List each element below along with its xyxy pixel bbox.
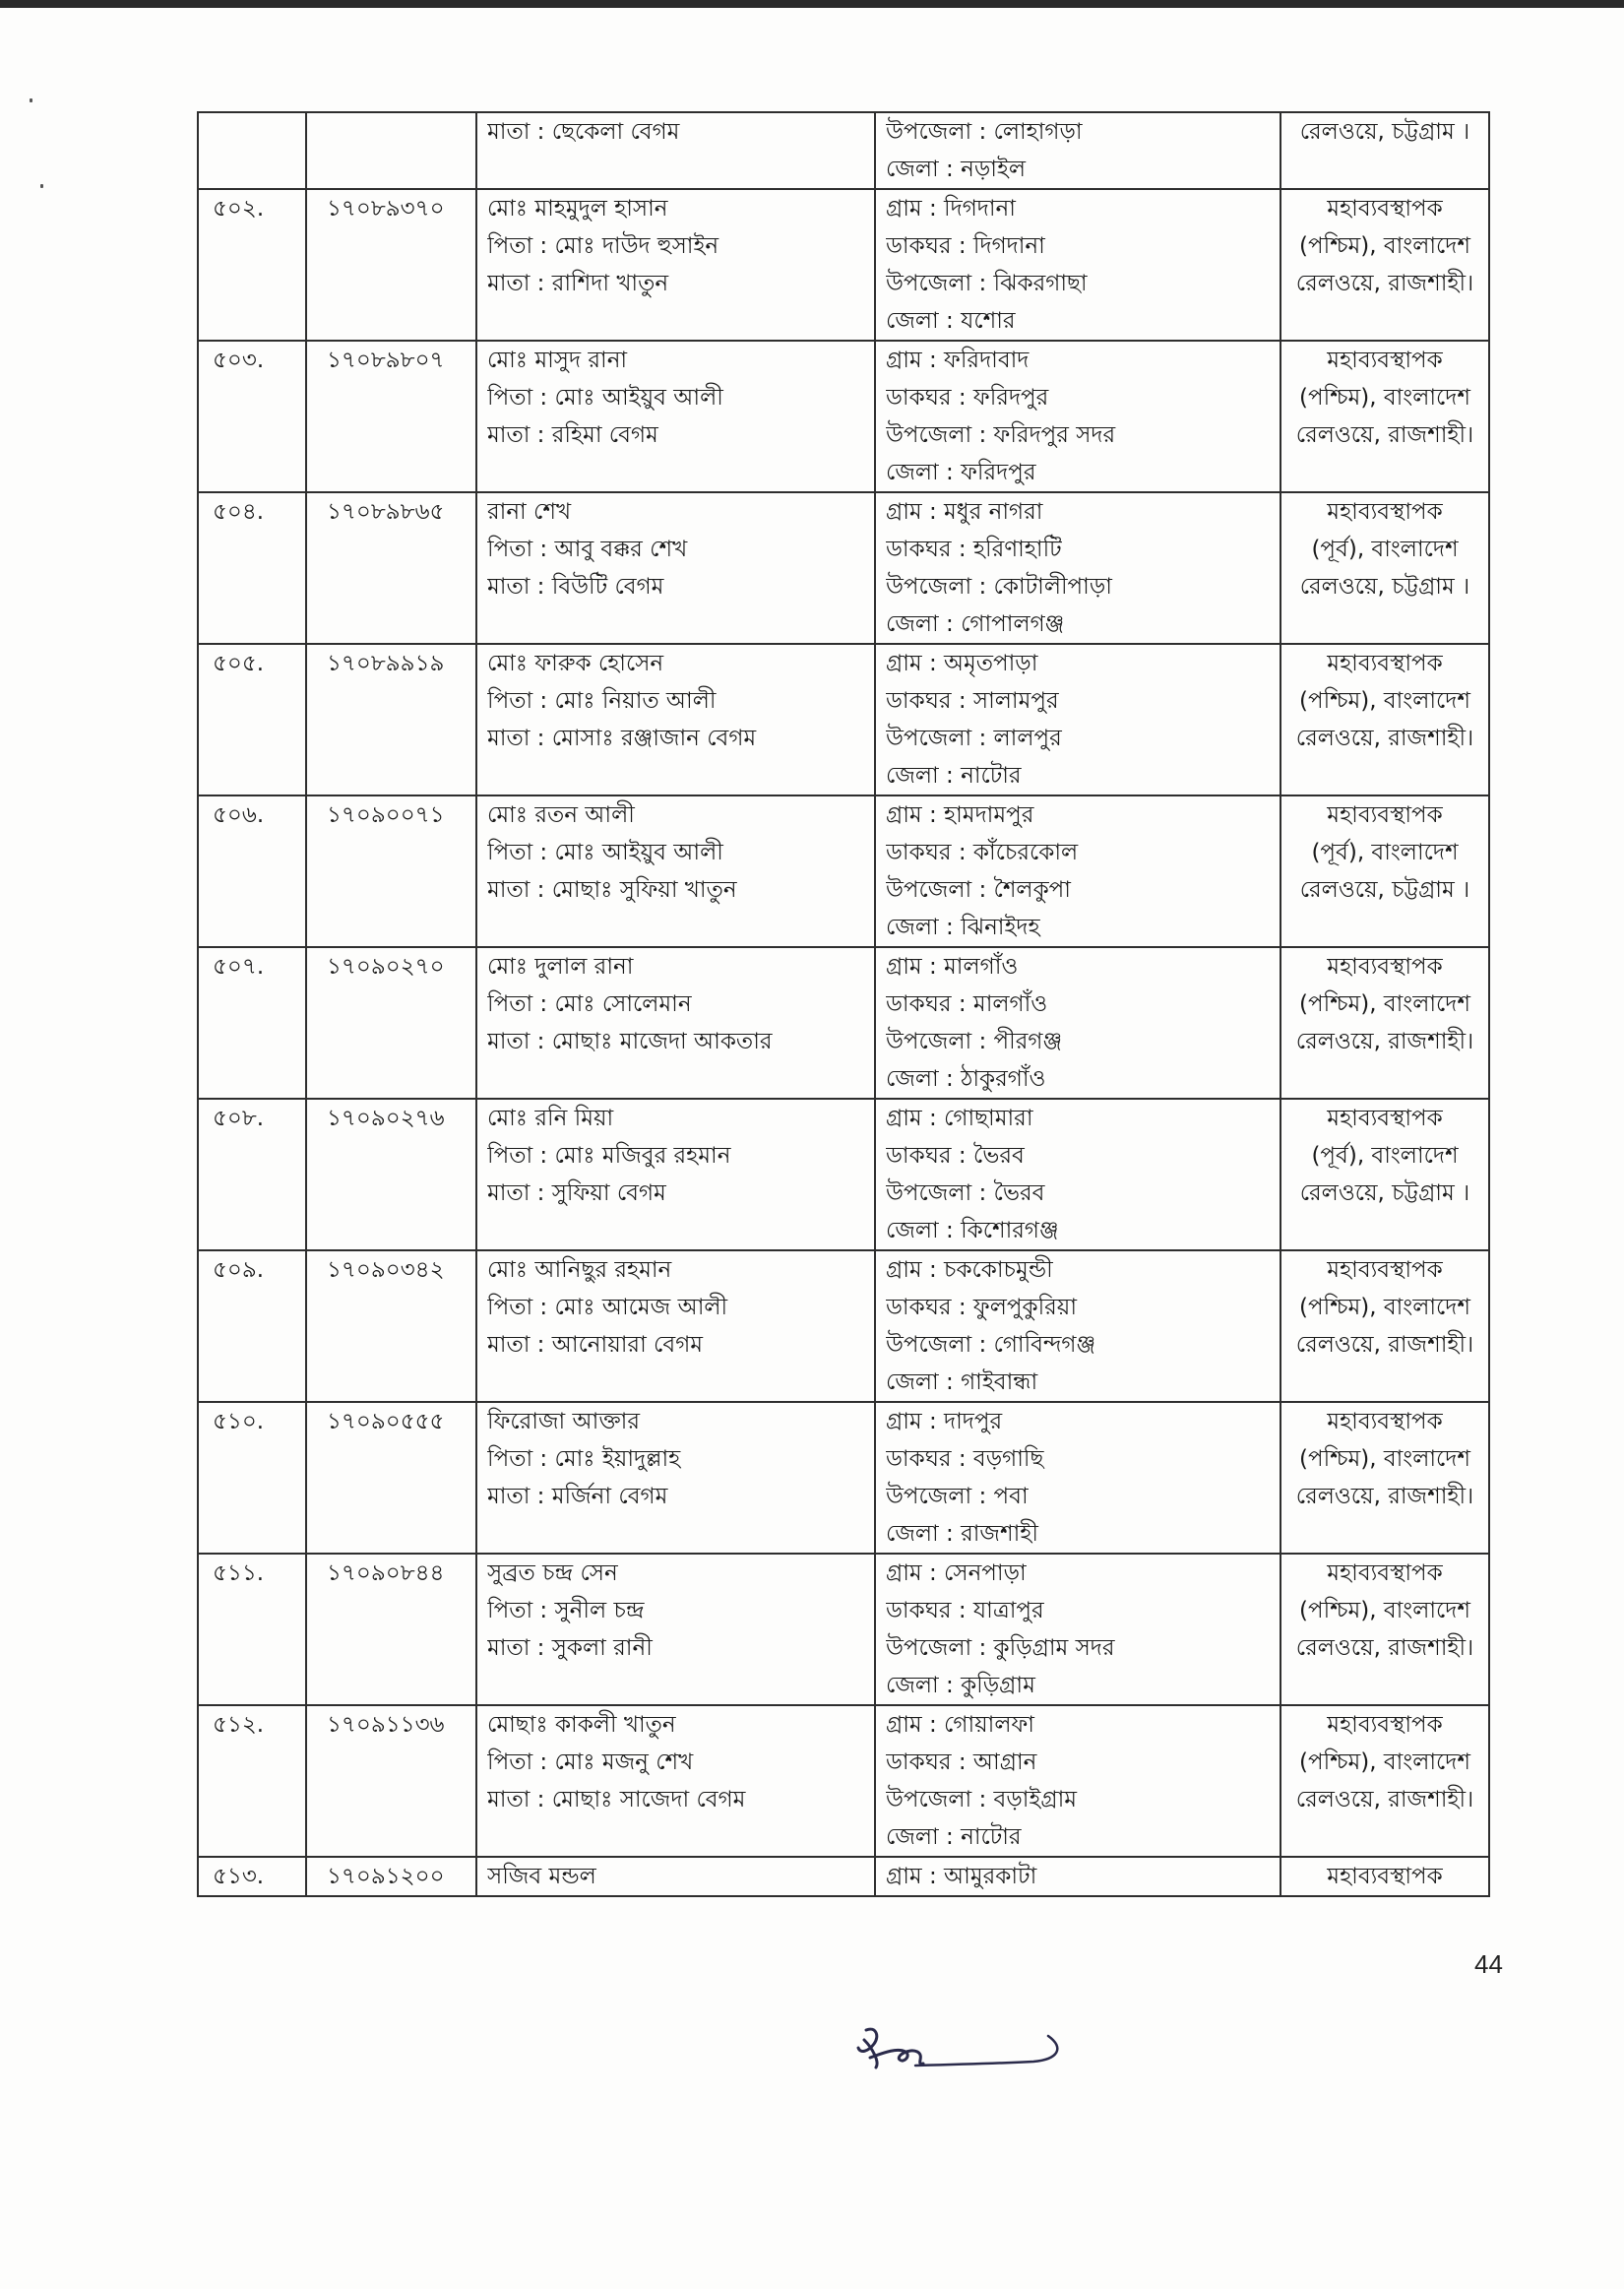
name-line: মোঃ মাহমুদুল হাসান [487, 196, 668, 222]
office-line: মহাব্যবস্থাপক [1327, 499, 1443, 525]
roll-number: ১৭০৯০৫৫৫ [327, 1409, 445, 1434]
address-cell [875, 1857, 1280, 1896]
address-line: জেলা : কিশোরগঞ্জ [886, 1218, 1059, 1243]
office-cell [1280, 1554, 1489, 1705]
office-cell [1280, 112, 1489, 189]
name-line: মাতা : আনোয়ারা বেগম [487, 1332, 704, 1358]
name-line: মাতা : মোসাঃ রঞ্জাজান বেগম [487, 726, 757, 751]
address-cell [875, 492, 1280, 644]
serial-number [213, 113, 299, 151]
office-cell [1280, 189, 1489, 341]
name-line: মাতা : মোছাঃ মাজেদা আকতার [487, 1029, 773, 1054]
address-line: জেলা : ঠাকুরগাঁও [886, 1066, 1046, 1092]
name-line: মাতা : সুফিয়া বেগম [487, 1180, 666, 1206]
office-line: রেলওয়ে, চট্টগ্রাম । [1299, 574, 1470, 600]
serial-cell [198, 644, 306, 795]
address-line: জেলা : যশোর [886, 308, 1016, 334]
office-line: (পূর্ব), বাংলাদেশ [1311, 840, 1459, 865]
name-cell [476, 189, 875, 341]
office-line: মহাব্যবস্থাপক [1327, 1409, 1443, 1434]
serial-cell [198, 1705, 306, 1857]
name-line: পিতা : মোঃ মজনু শেখ [487, 1749, 694, 1775]
address-cell [875, 1705, 1280, 1857]
serial-cell [198, 492, 306, 644]
serial-number: ৫০৩. [213, 348, 265, 373]
address-line: ডাকঘর : বড়গাছি [886, 1446, 1044, 1472]
serial-number: ৫০৪. [213, 499, 265, 525]
address-cell [875, 947, 1280, 1099]
roll-number [327, 113, 469, 151]
name-line: পিতা : মোঃ নিয়াত আলী [487, 688, 717, 714]
office-line: রেলওয়ে, রাজশাহী। [1295, 726, 1474, 751]
table-row [198, 1402, 1489, 1554]
table-row [198, 112, 1489, 189]
office-line: মহাব্যবস্থাপক [1327, 1257, 1443, 1283]
office-line: (পশ্চিম), বাংলাদেশ [1299, 1749, 1470, 1775]
name-line: মাতা : মোছাঃ সাজেদা বেগম [487, 1787, 746, 1812]
table-row [198, 189, 1489, 341]
name-line: পিতা : মোঃ ইয়াদুল্লাহ [487, 1446, 681, 1472]
roll-cell [306, 1857, 476, 1896]
address-line: উপজেলা : ভৈরব [886, 1180, 1045, 1206]
address-line: গ্রাম : দাদপুর [886, 1409, 1003, 1434]
serial-cell [198, 1099, 306, 1250]
name-cell [476, 112, 875, 189]
name-cell [476, 492, 875, 644]
address-line: ডাকঘর : কাঁচেরকোল [886, 840, 1079, 865]
name-line: মোছাঃ কাকলী খাতুন [487, 1712, 676, 1738]
top-border-rule [0, 0, 1624, 8]
serial-cell [198, 1554, 306, 1705]
address-line: ডাকঘর : সালামপুর [886, 688, 1059, 714]
serial-number: ৫০৮. [213, 1106, 265, 1131]
office-line: রেলওয়ে, রাজশাহী। [1295, 1484, 1474, 1509]
address-line: জেলা : রাজশাহী [886, 1521, 1038, 1547]
table-row [198, 1857, 1489, 1896]
office-cell [1280, 1099, 1489, 1250]
serial-cell [198, 1857, 306, 1896]
name-line: মাতা : রাশিদা খাতুন [487, 271, 669, 296]
address-line: উপজেলা : বড়াইগ্রাম [886, 1787, 1078, 1812]
office-line: মহাব্যবস্থাপক [1327, 196, 1443, 222]
address-line: উপজেলা : কোটালীপাড়া [886, 574, 1112, 600]
address-cell [875, 1554, 1280, 1705]
serial-cell [198, 947, 306, 1099]
name-cell [476, 341, 875, 492]
address-line: ডাকঘর : ফুলপুকুরিয়া [886, 1295, 1078, 1320]
roll-cell [306, 1099, 476, 1250]
address-line: ডাকঘর : আগ্রান [886, 1749, 1037, 1775]
address-line: উপজেলা : লোহাগড়া [886, 119, 1083, 145]
serial-cell [198, 112, 306, 189]
address-line: ডাকঘর : দিগদানা [886, 233, 1045, 259]
table-row [198, 341, 1489, 492]
office-line: মহাব্যবস্থাপক [1327, 954, 1443, 980]
name-line: মাতা : ছেকেলা বেগম [487, 119, 680, 145]
roll-number: ১৭০৯১১৩৬ [327, 1712, 445, 1738]
address-line: গ্রাম : চককোচমুন্ডী [886, 1257, 1053, 1283]
office-line: মহাব্যবস্থাপক [1327, 1106, 1443, 1131]
office-cell [1280, 1250, 1489, 1402]
name-cell [476, 947, 875, 1099]
serial-number: ৫১২. [213, 1712, 265, 1738]
address-line: ডাকঘর : হরিণাহাটি [886, 537, 1062, 562]
serial-cell [198, 189, 306, 341]
address-line: উপজেলা : লালপুর [886, 726, 1062, 751]
address-line: গ্রাম : গোছামারা [886, 1106, 1033, 1131]
address-line: ডাকঘর : ভৈরব [886, 1143, 1025, 1169]
roll-cell [306, 644, 476, 795]
name-line: পিতা : মোঃ মজিবুর রহমান [487, 1143, 731, 1169]
name-line: মোঃ মাসুদ রানা [487, 348, 628, 373]
name-line: মাতা : মর্জিনা বেগম [487, 1484, 668, 1509]
name-cell [476, 1705, 875, 1857]
roll-cell [306, 341, 476, 492]
address-line: জেলা : গোপালগঞ্জ [886, 611, 1065, 637]
roll-number: ১৭০৯১২০০ [327, 1864, 445, 1889]
office-line: রেলওয়ে, চট্টগ্রাম । [1299, 877, 1470, 903]
page-number: 44 [1474, 1949, 1503, 1979]
name-cell [476, 644, 875, 795]
address-cell [875, 341, 1280, 492]
address-line: গ্রাম : হামদামপুর [886, 802, 1034, 828]
address-line: ডাকঘর : ফরিদপুর [886, 385, 1049, 411]
serial-number: ৫১১. [213, 1560, 265, 1586]
address-line: গ্রাম : ফরিদাবাদ [886, 348, 1030, 373]
address-line: উপজেলা : ঝিকরগাছা [886, 271, 1088, 296]
office-line: মহাব্যবস্থাপক [1327, 651, 1443, 676]
roll-cell [306, 795, 476, 947]
office-line: রেলওয়ে, চট্টগ্রাম । [1299, 1180, 1470, 1206]
serial-cell [198, 341, 306, 492]
office-line: রেলওয়ে, রাজশাহী। [1295, 1635, 1474, 1661]
name-line: রানা শেখ [487, 499, 572, 525]
address-line: জেলা : নাটোর [886, 763, 1022, 789]
name-line: সজিব মন্ডল [487, 1864, 596, 1889]
roll-cell [306, 112, 476, 189]
address-cell [875, 644, 1280, 795]
office-line: রেলওয়ে, রাজশাহী। [1295, 1332, 1474, 1358]
table-row [198, 947, 1489, 1099]
name-cell [476, 1099, 875, 1250]
table-row [198, 795, 1489, 947]
office-line: (পশ্চিম), বাংলাদেশ [1299, 688, 1470, 714]
address-line: জেলা : কুড়িগ্রাম [886, 1673, 1035, 1698]
office-line: (পূর্ব), বাংলাদেশ [1311, 537, 1459, 562]
name-line: সুব্রত চন্দ্র সেন [487, 1560, 618, 1586]
name-line: পিতা : সুনীল চন্দ্র [487, 1598, 645, 1623]
office-cell [1280, 1857, 1489, 1896]
office-cell [1280, 1705, 1489, 1857]
name-line: মোঃ রতন আলী [487, 802, 635, 828]
office-line: মহাব্যবস্থাপক [1327, 802, 1443, 828]
name-line: পিতা : মোঃ আইয়ুব আলী [487, 385, 723, 411]
address-cell [875, 795, 1280, 947]
serial-number: ৫০৫. [213, 651, 265, 676]
address-line: উপজেলা : কুড়িগ্রাম সদর [886, 1635, 1115, 1661]
office-line: রেলওয়ে, রাজশাহী। [1295, 1787, 1474, 1812]
address-line: ডাকঘর : মালগাঁও [886, 991, 1048, 1017]
office-line: মহাব্যবস্থাপক [1327, 1864, 1443, 1889]
address-line: গ্রাম : মধুর নাগরা [886, 499, 1043, 525]
roll-cell [306, 947, 476, 1099]
roll-number: ১৭০৮৯৮৬৫ [327, 499, 445, 525]
scan-speck [30, 98, 32, 102]
name-line: পিতা : মোঃ দাউদ হুসাইন [487, 233, 719, 259]
name-cell [476, 795, 875, 947]
roll-cell [306, 1250, 476, 1402]
table-row [198, 1099, 1489, 1250]
name-line: মাতা : রহিমা বেগম [487, 422, 658, 448]
address-cell [875, 1250, 1280, 1402]
office-line: রেলওয়ে, রাজশাহী। [1295, 422, 1474, 448]
name-line: পিতা : আবু বক্কর শেখ [487, 537, 688, 562]
name-line: মাতা : মোছাঃ সুফিয়া খাতুন [487, 877, 737, 903]
office-line: মহাব্যবস্থাপক [1327, 348, 1443, 373]
name-line: মাতা : বিউটি বেগম [487, 574, 664, 600]
address-line: উপজেলা : পবা [886, 1484, 1029, 1509]
address-line: উপজেলা : গোবিন্দগঞ্জ [886, 1332, 1096, 1358]
name-line: পিতা : মোঃ আইয়ুব আলী [487, 840, 723, 865]
office-line: (পশ্চিম), বাংলাদেশ [1299, 385, 1470, 411]
name-cell [476, 1857, 875, 1896]
address-line: জেলা : ফরিদপুর [886, 460, 1036, 485]
serial-cell [198, 795, 306, 947]
name-line: মোঃ রনি মিয়া [487, 1106, 614, 1131]
address-line: উপজেলা : ফরিদপুর সদর [886, 422, 1116, 448]
office-line: (পশ্চিম), বাংলাদেশ [1299, 233, 1470, 259]
address-line: গ্রাম : দিগদানা [886, 196, 1016, 222]
office-line: রেলওয়ে, রাজশাহী। [1295, 1029, 1474, 1054]
records-table [197, 111, 1490, 1897]
roll-cell [306, 189, 476, 341]
roll-cell [306, 1705, 476, 1857]
roll-number: ১৭০৮৯৮০৭ [327, 348, 445, 373]
office-line: রেলওয়ে, চট্টগ্রাম । [1299, 119, 1470, 145]
office-line: (পশ্চিম), বাংলাদেশ [1299, 1446, 1470, 1472]
address-line: গ্রাম : অমৃতপাড়া [886, 651, 1038, 676]
address-line: গ্রাম : সেনপাড়া [886, 1560, 1027, 1586]
name-cell [476, 1402, 875, 1554]
roll-number: ১৭০৯০০৭১ [327, 802, 445, 828]
address-cell [875, 1402, 1280, 1554]
office-line: মহাব্যবস্থাপক [1327, 1712, 1443, 1738]
roll-number: ১৭০৯০২৭৬ [327, 1106, 445, 1131]
roll-cell [306, 1554, 476, 1705]
roll-number: ১৭০৯০২৭০ [327, 954, 445, 980]
roll-number: ১৭০৮৯৯১৯ [327, 651, 445, 676]
office-cell [1280, 644, 1489, 795]
address-line: জেলা : নাটোর [886, 1824, 1022, 1850]
name-line: পিতা : মোঃ সোলেমান [487, 991, 692, 1017]
office-cell [1280, 947, 1489, 1099]
serial-number: ৫০৬. [213, 802, 265, 828]
address-line: জেলা : গাইবান্ধা [886, 1369, 1038, 1395]
scan-speck [40, 184, 43, 188]
address-line: উপজেলা : শৈলকুপা [886, 877, 1071, 903]
address-line: ডাকঘর : যাত্রাপুর [886, 1598, 1044, 1623]
address-line: জেলা : ঝিনাইদহ [886, 915, 1040, 940]
table-row [198, 644, 1489, 795]
office-cell [1280, 341, 1489, 492]
name-cell [476, 1250, 875, 1402]
address-line: জেলা : নড়াইল [886, 157, 1027, 182]
signature-icon [846, 2018, 1073, 2087]
table-row [198, 1554, 1489, 1705]
address-cell [875, 189, 1280, 341]
office-cell [1280, 795, 1489, 947]
office-cell [1280, 1402, 1489, 1554]
address-line: উপজেলা : পীরগঞ্জ [886, 1029, 1063, 1054]
address-cell [875, 112, 1280, 189]
roll-cell [306, 1402, 476, 1554]
office-line: (পশ্চিম), বাংলাদেশ [1299, 1295, 1470, 1320]
name-line: পিতা : মোঃ আমেজ আলী [487, 1295, 728, 1320]
serial-number: ৫০৭. [213, 954, 265, 980]
serial-cell [198, 1402, 306, 1554]
office-line: (পশ্চিম), বাংলাদেশ [1299, 1598, 1470, 1623]
serial-number: ৫১০. [213, 1409, 265, 1434]
name-line: মোঃ ফারুক হোসেন [487, 651, 664, 676]
table-row [198, 1250, 1489, 1402]
serial-number: ৫০২. [213, 196, 265, 222]
roll-number: ১৭০৯০৩৪২ [327, 1257, 445, 1283]
office-line: রেলওয়ে, রাজশাহী। [1295, 271, 1474, 296]
roll-number: ১৭০৯০৮৪৪ [327, 1560, 445, 1586]
name-line: ফিরোজা আক্তার [487, 1409, 641, 1434]
serial-number: ৫১৩. [213, 1864, 265, 1889]
office-line: মহাব্যবস্থাপক [1327, 1560, 1443, 1586]
name-cell [476, 1554, 875, 1705]
table-row [198, 492, 1489, 644]
office-line: (পশ্চিম), বাংলাদেশ [1299, 991, 1470, 1017]
office-line: (পূর্ব), বাংলাদেশ [1311, 1143, 1459, 1169]
name-line: মাতা : সুকলা রানী [487, 1635, 653, 1661]
roll-number: ১৭০৮৯৩৭০ [327, 196, 445, 222]
records-table-body [198, 112, 1489, 1896]
address-line: গ্রাম : মালগাঁও [886, 954, 1019, 980]
name-line: মোঃ আনিছুর রহমান [487, 1257, 672, 1283]
roll-cell [306, 492, 476, 644]
address-line: গ্রাম : আমুরকাটা [886, 1864, 1037, 1889]
table-row [198, 1705, 1489, 1857]
serial-cell [198, 1250, 306, 1402]
office-cell [1280, 492, 1489, 644]
address-line: গ্রাম : গোয়ালফা [886, 1712, 1034, 1738]
address-cell [875, 1099, 1280, 1250]
name-line: মোঃ দুলাল রানা [487, 954, 634, 980]
serial-number: ৫০৯. [213, 1257, 265, 1283]
